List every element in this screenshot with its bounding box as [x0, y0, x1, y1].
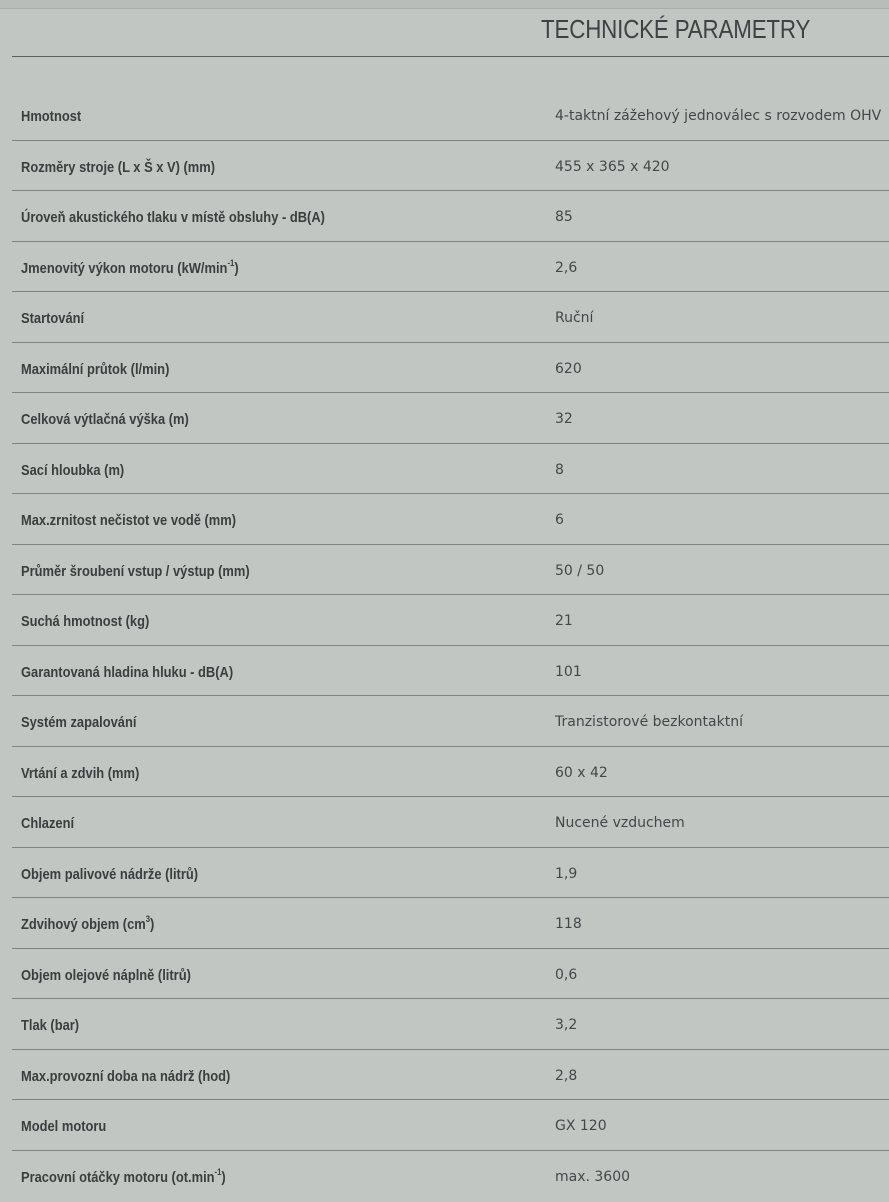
spec-row: [12, 646, 889, 697]
spec-row: [12, 141, 889, 192]
spec-row: [12, 242, 889, 293]
spec-row: [12, 444, 889, 495]
spec-label: Průměr šroubení vstup / výstup (mm): [21, 562, 250, 580]
spec-label: Max.zrnitost nečistot ve vodě (mm): [21, 512, 237, 529]
title-divider: [12, 56, 889, 57]
spec-label: Garantovaná hladina hluku - dB(A): [21, 663, 234, 681]
spec-row: [12, 343, 889, 394]
spec-label: Hmotnost: [21, 108, 82, 125]
top-edge: [0, 0, 889, 9]
spec-label: Systém zapalování: [21, 714, 137, 731]
spec-label: Zdvihový objem $(cm^3)$: [21, 914, 155, 933]
spec-value: 21: [555, 613, 573, 629]
spec-row: [12, 949, 889, 1000]
spec-row: [12, 595, 889, 646]
spec-row: [12, 90, 889, 141]
spec-row: [12, 747, 889, 798]
spec-value: 4-taktní zážehový jednoválec s rozvodem OHV: [555, 108, 882, 124]
spec-value: 2,6: [555, 259, 578, 276]
spec-value: 118: [555, 916, 582, 932]
spec-value: 1,9: [555, 865, 578, 882]
spec-row: [12, 494, 889, 545]
spec-label: Rozměry stroje (L x Š x V) (mm): [21, 158, 216, 176]
spec-label: Model motoru: [21, 1118, 107, 1135]
spec-label: Jmenovitý výkon motoru $(kW/\min^{-1})$: [21, 257, 239, 277]
spec-value: Nucené vzduchem: [555, 815, 685, 831]
spec-label: Max.provozní doba na nádrž (hod): [21, 1067, 231, 1085]
spec-label: Celková výtlačná výška (m): [21, 411, 189, 428]
page-title: TECHNICKÉ PARAMETRY: [541, 14, 811, 44]
spec-label: Objem palivové nádrže (litrů): [21, 865, 199, 883]
spec-row: [12, 898, 889, 949]
spec-row: [12, 393, 889, 444]
spec-row: [12, 999, 889, 1050]
spec-label: Maximální průtok (l/min): [21, 360, 170, 378]
spec-value: 6: [555, 512, 564, 528]
spec-value: 2,8: [555, 1067, 578, 1084]
spec-value: 455 x 365 x 420: [555, 158, 670, 175]
spec-value: Tranzistorové bezkontaktní: [555, 714, 743, 730]
spec-value: 101: [555, 663, 582, 680]
spec-value: 85: [555, 209, 573, 225]
spec-row: [12, 1151, 889, 1202]
spec-value: 620: [555, 360, 582, 377]
spec-row: [12, 696, 889, 747]
spec-label: Tlak (bar): [21, 1017, 80, 1034]
spec-row: [12, 1050, 889, 1101]
spec-value: 50 / 50: [555, 562, 605, 579]
spec-label: Suchá hmotnost (kg): [21, 613, 150, 630]
spec-label: Pracovní otáčky motoru $(ot.\min^{-1})$: [21, 1166, 226, 1186]
spec-label: Úroveň akustického tlaku v místě obsluhy - dB(A): [21, 209, 325, 226]
spec-label: Chlazení: [21, 815, 75, 832]
spec-label: Startování: [21, 310, 85, 327]
spec-row: [12, 545, 889, 596]
spec-value: Ruční: [555, 310, 594, 326]
spec-label: Vrtání a zdvih (mm): [21, 764, 140, 782]
spec-value: max. 3600: [555, 1168, 631, 1185]
spec-table: [12, 90, 889, 1201]
spec-value: 0,6: [555, 966, 578, 983]
spec-value: GX 120: [555, 1118, 607, 1134]
spec-label: Objem olejové náplně (litrů): [21, 966, 191, 984]
spec-value: 32: [555, 411, 573, 427]
spec-value: 3,2: [555, 1017, 578, 1033]
spec-row: [12, 1100, 889, 1151]
spec-row: [12, 292, 889, 343]
spec-row: [12, 797, 889, 848]
spec-row: [12, 848, 889, 899]
spec-label: Sací hloubka (m): [21, 461, 125, 479]
spec-row: [12, 191, 889, 242]
spec-value: 60 x 42: [555, 764, 608, 781]
spec-value: 8: [555, 461, 564, 478]
